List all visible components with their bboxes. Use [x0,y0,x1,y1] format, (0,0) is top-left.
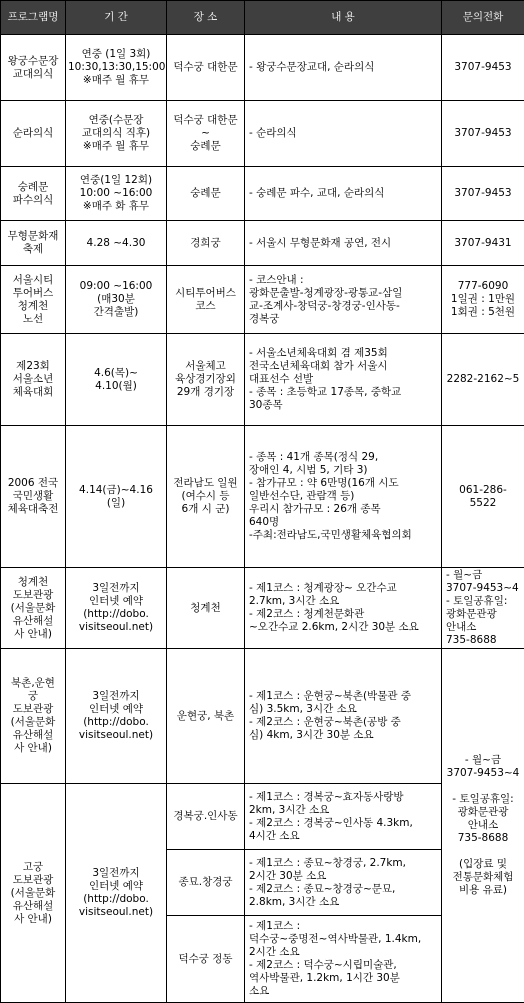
header-content: 내 용 [245,1,442,35]
contact-cell-line: 3707-9453~4 [446,582,522,595]
content-cell [245,850,442,916]
content-cell [245,426,442,568]
content-cell-line: - 제2코스 : 덕수궁~시립미술관, [249,959,439,972]
period-cell [66,221,167,266]
table-row [1,426,524,568]
content-cell-line: 장애인 4, 시범 5, 기타 3) [249,464,439,477]
period-cell [66,266,167,334]
program-cell-line: 서울소년 [3,373,63,386]
program-cell [1,167,66,221]
place-cell [167,35,245,101]
program-cell-line: 도보관광 [3,589,63,602]
table-row [1,568,524,649]
program-cell [1,649,66,784]
period-cell-line: 09:00 ~16:00 [68,280,164,293]
table-row [1,221,524,266]
contact-cell [442,35,524,101]
program-cell-line: (서울문화 [3,716,63,729]
program-cell [1,334,66,426]
place-cell-line: 덕수궁 대한문 [169,114,242,127]
period-cell [66,784,167,1003]
content-cell-line: 전국소년체육대회 참가 서울시 [249,360,439,373]
content-cell-line: - 종목 : 초등학교 17종목, 중학교 [249,386,439,399]
period-cell-line: 인터넷 예약 [68,880,164,893]
content-cell-line: 2.7km, 3시간 소요 [249,595,439,608]
table-row [1,167,524,221]
period-cell-line: 인터넷 예약 [68,595,164,608]
content-cell-line: 교-조계사-창덕궁-창경궁-인사동- [249,300,439,313]
content-cell [245,568,442,649]
period-cell-line: (일) [68,497,164,510]
period-cell [66,649,167,784]
place-cell [167,916,245,1003]
content-cell-line: - 제2코스 : 청계천문화관 [249,608,439,621]
period-cell-line: 4.14(금)~4.16 [68,484,164,497]
period-cell-line: (http://dobo. [68,893,164,906]
period-cell-line: visitseoul.net) [68,729,164,742]
program-cell-line: 사 안내) [3,742,63,755]
content-cell-line: 우리시 참가규모 : 26개 종목 [249,503,439,516]
program-cell-line: 궁 [3,690,63,703]
period-cell [66,101,167,167]
content-cell-line: 2시간 30분 소요 [249,870,439,883]
contact-cell-merged-line: 광화문관광 [444,806,522,819]
contact-cell-merged-line: - 토일공휴일: [444,793,522,806]
place-cell-line: 숭례문 [169,187,242,200]
period-cell-line: ※매주 월 휴무 [68,74,164,87]
contact-cell-line: 1일권 : 1만원 [444,293,522,306]
period-cell-line: visitseoul.net) [68,906,164,919]
program-cell-line: 고궁 [3,861,63,874]
program-cell-line: 북촌,운현 [3,677,63,690]
contact-cell-line: 1회권 : 5천원 [444,306,522,319]
contact-cell [442,568,524,649]
place-cell [167,167,245,221]
place-cell-line: 운현궁, 북촌 [169,710,242,723]
contact-cell-merged-line: 비용 유료) [444,884,522,897]
content-cell-line: - 제1코스 : 경복궁~효자동사랑방 [249,791,439,804]
content-cell [245,784,442,850]
content-cell [245,101,442,167]
contact-cell-merged-line [444,845,522,858]
place-cell-line: 청계천 [169,602,242,615]
program-cell-line: 서울시티 [3,274,63,287]
header-contact: 문의전화 [442,1,524,35]
contact-cell [442,266,524,334]
period-cell-line: 간격출발) [68,306,164,319]
header-program: 프로그램명 [1,1,66,35]
place-cell [167,850,245,916]
content-cell-line: - 순라의식 [249,127,439,140]
place-cell-line: 시티투어버스 [169,287,242,300]
program-cell-line: 체육대축전 [3,503,63,516]
place-cell-line: 코스 [169,300,242,313]
content-cell-line: 광화문출발-청계광장-광통교-삼일 [249,287,439,300]
period-cell-line: (매30분 [68,293,164,306]
period-cell-line: (http://dobo. [68,716,164,729]
program-cell [1,784,66,1003]
place-cell [167,266,245,334]
contact-cell-line: 061-286- [444,484,522,497]
contact-cell [442,101,524,167]
content-cell-line: - 제2코스 : 운현궁~북촌(공방 중 [249,716,439,729]
period-cell-line: 연중(1일 12회) [68,174,164,187]
program-cell-line: 숭례문 [3,181,63,194]
content-cell-line: - 서울소년체육대회 겸 제35회 [249,347,439,360]
period-cell [66,167,167,221]
table-row [1,101,524,167]
content-cell-line: - 서울시 무형문화재 공연, 전시 [249,237,439,250]
place-cell-line: 서울체고 [169,360,242,373]
place-cell-line: 숭례문 [169,140,242,153]
content-cell-line: 30종목 [249,399,439,412]
content-cell [245,334,442,426]
table-header-row [1,1,524,35]
content-cell-line: - 숭례문 파수, 교대, 순라의식 [249,187,439,200]
program-cell-line: 청계천 [3,576,63,589]
content-cell [245,221,442,266]
content-cell-line: - 제2코스 : 경복궁~인사동 4.3km, [249,817,439,830]
period-cell-line: ※매주 화 휴무 [68,200,164,213]
content-cell-line: 소요 [249,985,439,998]
header-period: 기 간 [66,1,167,35]
table-row [1,334,524,426]
contact-cell-line: 3707-9453 [444,127,522,140]
table-body [1,35,524,1003]
program-cell-line: 제23회 [3,360,63,373]
program-cell-line: 노선 [3,313,63,326]
place-cell-line: 육상경기장외 [169,373,242,386]
contact-cell [442,426,524,568]
content-cell [245,649,442,784]
contact-cell-line: 광화문관광 [446,608,522,621]
place-cell [167,784,245,850]
program-cell-line: 유산해설 [3,900,63,913]
period-cell-line: 4.10(월) [68,380,164,393]
place-cell-line: 경복궁.인사동 [169,810,242,823]
contact-cell-line: 3707-9431 [444,237,522,250]
content-cell-line: ~오간수교 2.6km, 2시간 30분 소요 [249,621,439,634]
content-cell-line: 덕수궁~중명전~역사박물관, 1.4km, [249,933,439,946]
program-cell-line: (서울문화 [3,887,63,900]
content-cell-line: 경복궁 [249,313,439,326]
contact-cell-line: 3707-9453 [444,187,522,200]
place-cell-line: ~ [169,127,242,140]
contact-cell-merged [442,649,524,1003]
program-cell-line: 투어버스 [3,287,63,300]
contact-cell-merged-line: (입장료 및 [444,858,522,871]
contact-cell-line: 735-8688 [446,634,522,647]
program-cell [1,266,66,334]
period-cell [66,568,167,649]
contact-cell-line: - 월~금 [446,569,522,582]
program-cell-line: 도보관광 [3,703,63,716]
contact-cell-line: 3707-9453 [444,61,522,74]
contact-cell-line: 5522 [444,497,522,510]
program-cell [1,35,66,101]
place-cell-line: 전라남도 일원 [169,477,242,490]
content-cell-line: 4시간 소요 [249,830,439,843]
place-cell-line: 29개 경기장 [169,386,242,399]
contact-cell-merged-line [444,780,522,793]
program-cell-line: 유산해설 [3,729,63,742]
content-cell-line: 640명 [249,516,439,529]
program-cell [1,221,66,266]
period-cell-line: 연중(수문장 [68,114,164,127]
place-cell [167,426,245,568]
content-cell-line: - 참가규모 : 약 6만명(16개 시도 [249,477,439,490]
program-cell [1,568,66,649]
content-cell-line: 일반선수단, 관람객 등) [249,490,439,503]
period-cell-line: 3일전까지 [68,582,164,595]
program-cell-line: 2006 전국 [3,477,63,490]
place-cell [167,221,245,266]
program-cell-line: 국민생활 [3,490,63,503]
period-cell-line: visitseoul.net) [68,621,164,634]
contact-cell [442,221,524,266]
contact-cell-line: 2282-2162~5 [444,373,522,386]
content-cell-line: 역사박물관, 1.2km, 1시간 30분 [249,972,439,985]
content-cell-line: 2km, 3시간 소요 [249,804,439,817]
content-cell-line: -주최:전라남도,국민생활체육협의회 [249,529,439,542]
content-cell [245,35,442,101]
program-cell [1,101,66,167]
contact-cell-merged-line: - 월~금 [444,754,522,767]
table-row [1,649,524,784]
contact-cell-merged-line: 735-8688 [444,832,522,845]
content-cell-line: - 제1코스 : 청계광장~ 오간수교 [249,582,439,595]
contact-cell [442,334,524,426]
place-cell-line: 덕수궁 대한문 [169,61,242,74]
content-cell-line: 심) 3.5km, 3시간 소요 [249,703,439,716]
period-cell-line: 4.6(목)~ [68,367,164,380]
contact-cell-line: 777-6090 [444,280,522,293]
contact-cell [442,167,524,221]
period-cell-line: 10:00 ~16:00 [68,187,164,200]
place-cell-line: 6개 시 군) [169,503,242,516]
table-row [1,266,524,334]
period-cell-line: 연중 (1일 3회) [68,48,164,61]
place-cell-line: 경희궁 [169,237,242,250]
content-cell-line: - 제1코스 : [249,920,439,933]
content-cell [245,266,442,334]
program-cell-line: 사 안내) [3,913,63,926]
period-cell-line: ※매주 월 휴무 [68,140,164,153]
period-cell-line: 10:30,13:30,15:00 [68,61,164,74]
program-cell-line: 순라의식 [3,127,63,140]
program-cell-line: 교대의식 [3,68,63,81]
program-cell-line: 축제 [3,243,63,256]
period-cell-line: 3일전까지 [68,690,164,703]
period-cell [66,334,167,426]
period-cell [66,35,167,101]
place-cell [167,334,245,426]
content-cell-line: - 코스안내 : [249,274,439,287]
program-cell-line: 청계천 [3,300,63,313]
table-row [1,35,524,101]
contact-cell-merged-line: 안내소 [444,819,522,832]
header-place: 장 소 [167,1,245,35]
period-cell-line: (http://dobo. [68,608,164,621]
content-cell-line: - 왕궁수문장교대, 순라의식 [249,61,439,74]
place-cell [167,568,245,649]
content-cell [245,167,442,221]
place-cell-line: (여수시 등 [169,490,242,503]
program-cell-line: 도보관광 [3,874,63,887]
content-cell-line: 2.8km, 3시간 소요 [249,896,439,909]
period-cell-line: 교대의식 직후) [68,127,164,140]
period-cell [66,426,167,568]
period-cell-line: 3일전까지 [68,867,164,880]
content-cell-line: 심) 4km, 3시간 30분 소요 [249,729,439,742]
period-cell-line: 인터넷 예약 [68,703,164,716]
place-cell-line: 덕수궁 정동 [169,953,242,966]
content-cell-line: - 종목 : 41개 종목(정식 29, [249,451,439,464]
content-cell-line: - 제2코스 : 종묘~창경궁~문묘, [249,883,439,896]
program-cell-line: 왕궁수문장 [3,55,63,68]
program-cell-line: 파수의식 [3,194,63,207]
content-cell-line: - 제1코스 : 종묘~창경궁, 2.7km, [249,857,439,870]
content-cell-line: 2시간 소요 [249,946,439,959]
program-cell-line: 사 안내) [3,628,63,641]
contact-cell-merged-line: 3707-9453~4 [444,767,522,780]
place-cell [167,649,245,784]
contact-cell-line: 안내소 [446,621,522,634]
program-cell-line: (서울문화 [3,602,63,615]
content-cell [245,916,442,1003]
place-cell-line: 종묘.창경궁 [169,876,242,889]
contact-cell-line: - 토일공휴일: [446,595,522,608]
program-cell-line: 체육대회 [3,386,63,399]
program-cell-line: 무형문화재 [3,230,63,243]
contact-cell-merged-line: 전통문화체험 [444,871,522,884]
content-cell-line: 대표선수 선발 [249,373,439,386]
program-cell [1,426,66,568]
content-cell-line: - 제1코스 : 운현궁~북촌(박물관 중 [249,690,439,703]
place-cell [167,101,245,167]
program-cell-line: 유산해설 [3,615,63,628]
period-cell-line: 4.28 ~4.30 [68,237,164,250]
